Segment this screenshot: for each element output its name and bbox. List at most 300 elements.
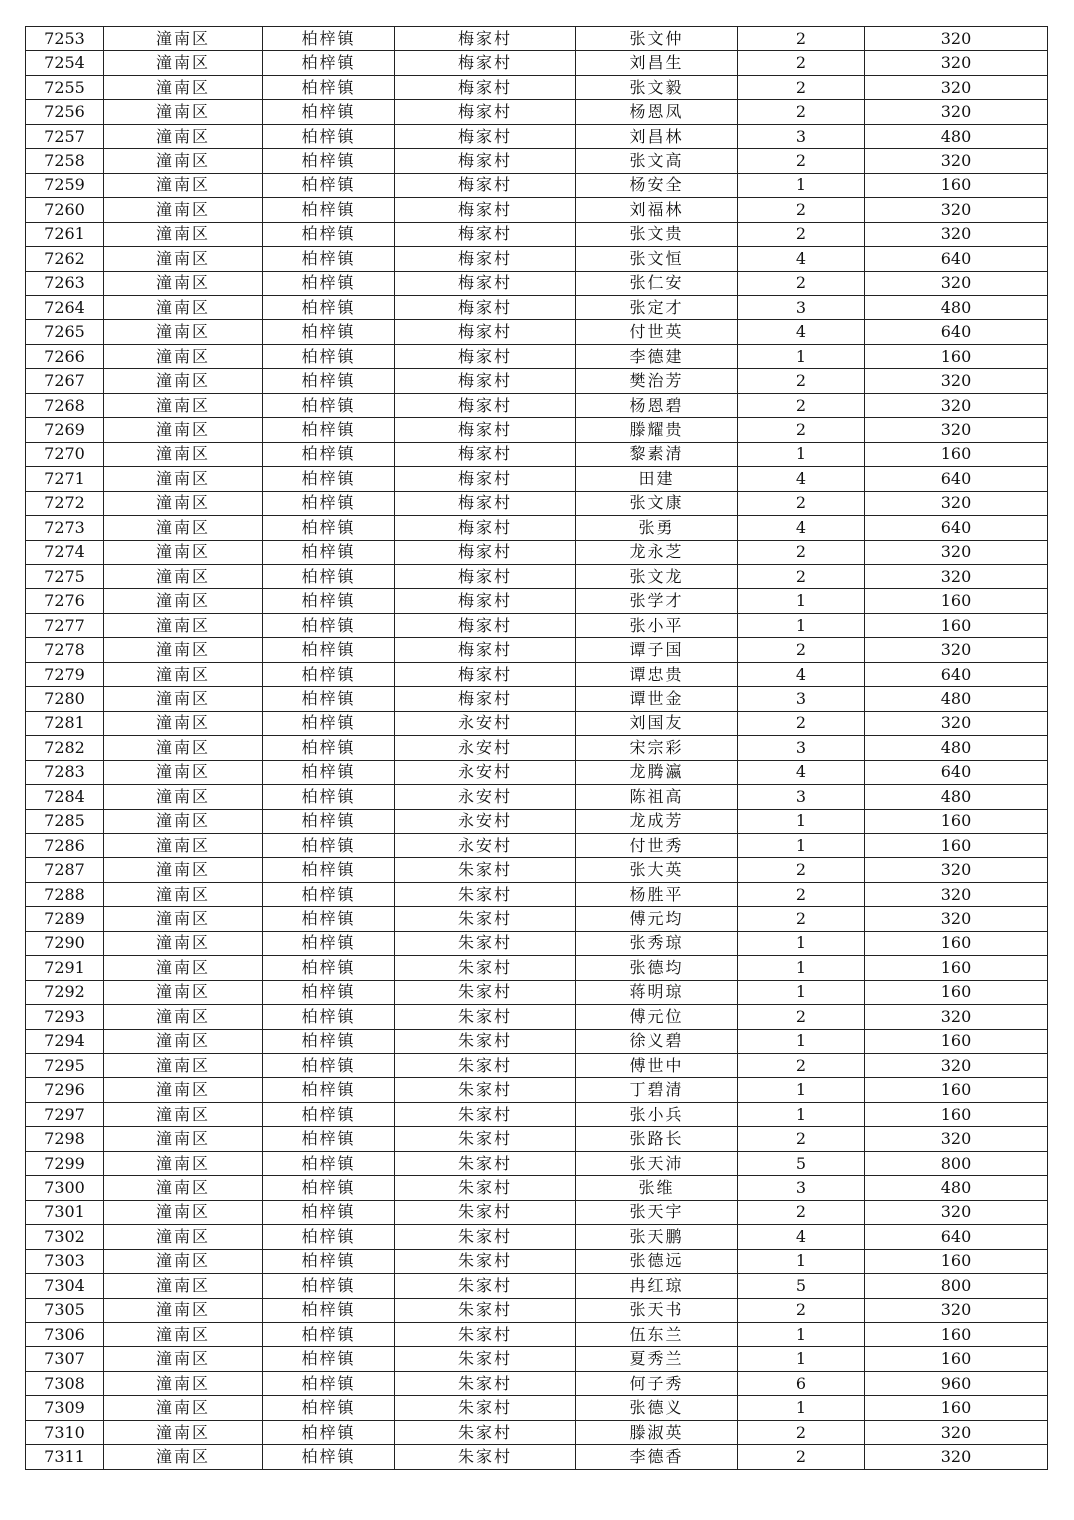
district-cell: 潼南区	[104, 1225, 263, 1249]
name-cell: 张德远	[576, 1249, 738, 1273]
count-cell: 4	[738, 662, 865, 686]
table-row	[26, 51, 1048, 75]
district-cell: 潼南区	[104, 369, 263, 393]
table-row	[26, 980, 1048, 1004]
district-cell: 潼南区	[104, 613, 263, 637]
name-cell: 张维	[576, 1176, 738, 1200]
amount-cell: 320	[865, 198, 1048, 222]
district-cell: 潼南区	[104, 1200, 263, 1224]
amount-cell: 640	[865, 760, 1048, 784]
count-cell: 3	[738, 124, 865, 148]
village-cell: 朱家村	[395, 907, 576, 931]
table-row	[26, 491, 1048, 515]
town-cell: 柏梓镇	[263, 858, 395, 882]
count-cell: 1	[738, 1347, 865, 1371]
serial-number-cell: 7284	[26, 785, 104, 809]
town-cell: 柏梓镇	[263, 1396, 395, 1420]
name-cell: 杨恩凤	[576, 100, 738, 124]
amount-cell: 320	[865, 1005, 1048, 1029]
table-row	[26, 1420, 1048, 1444]
table-row	[26, 198, 1048, 222]
town-cell: 柏梓镇	[263, 295, 395, 319]
name-cell: 张天宇	[576, 1200, 738, 1224]
count-cell: 2	[738, 149, 865, 173]
serial-number-cell: 7276	[26, 589, 104, 613]
name-cell: 付世英	[576, 320, 738, 344]
serial-number-cell: 7277	[26, 613, 104, 637]
village-cell: 朱家村	[395, 858, 576, 882]
table-row	[26, 711, 1048, 735]
table-row	[26, 1029, 1048, 1053]
district-cell: 潼南区	[104, 1054, 263, 1078]
village-cell: 朱家村	[395, 882, 576, 906]
town-cell: 柏梓镇	[263, 931, 395, 955]
name-cell: 刘昌生	[576, 51, 738, 75]
serial-number-cell: 7306	[26, 1323, 104, 1347]
table-body	[26, 27, 1048, 1470]
village-cell: 朱家村	[395, 1420, 576, 1444]
town-cell: 柏梓镇	[263, 51, 395, 75]
town-cell: 柏梓镇	[263, 247, 395, 271]
table-row	[26, 100, 1048, 124]
count-cell: 1	[738, 1249, 865, 1273]
count-cell: 2	[738, 393, 865, 417]
table-row	[26, 638, 1048, 662]
count-cell: 1	[738, 809, 865, 833]
amount-cell: 800	[865, 1151, 1048, 1175]
town-cell: 柏梓镇	[263, 222, 395, 246]
count-cell: 2	[738, 1298, 865, 1322]
serial-number-cell: 7295	[26, 1054, 104, 1078]
amount-cell: 320	[865, 1127, 1048, 1151]
district-cell: 潼南区	[104, 1127, 263, 1151]
name-cell: 付世秀	[576, 833, 738, 857]
count-cell: 2	[738, 1420, 865, 1444]
table-row	[26, 1054, 1048, 1078]
count-cell: 2	[738, 1054, 865, 1078]
serial-number-cell: 7281	[26, 711, 104, 735]
count-cell: 1	[738, 956, 865, 980]
town-cell: 柏梓镇	[263, 1298, 395, 1322]
serial-number-cell: 7294	[26, 1029, 104, 1053]
table-row	[26, 662, 1048, 686]
amount-cell: 960	[865, 1371, 1048, 1395]
district-cell: 潼南区	[104, 638, 263, 662]
table-row	[26, 1274, 1048, 1298]
amount-cell: 320	[865, 882, 1048, 906]
village-cell: 梅家村	[395, 687, 576, 711]
name-cell: 张文恒	[576, 247, 738, 271]
village-cell: 朱家村	[395, 1274, 576, 1298]
serial-number-cell: 7271	[26, 467, 104, 491]
village-cell: 朱家村	[395, 980, 576, 1004]
count-cell: 2	[738, 1127, 865, 1151]
amount-cell: 640	[865, 516, 1048, 540]
table-row	[26, 1200, 1048, 1224]
village-cell: 梅家村	[395, 198, 576, 222]
serial-number-cell: 7282	[26, 736, 104, 760]
serial-number-cell: 7268	[26, 393, 104, 417]
table-row	[26, 1151, 1048, 1175]
town-cell: 柏梓镇	[263, 271, 395, 295]
amount-cell: 320	[865, 1054, 1048, 1078]
serial-number-cell: 7279	[26, 662, 104, 686]
name-cell: 伍东兰	[576, 1323, 738, 1347]
village-cell: 朱家村	[395, 1298, 576, 1322]
town-cell: 柏梓镇	[263, 662, 395, 686]
village-cell: 梅家村	[395, 418, 576, 442]
village-cell: 梅家村	[395, 295, 576, 319]
serial-number-cell: 7257	[26, 124, 104, 148]
amount-cell: 160	[865, 1323, 1048, 1347]
village-cell: 朱家村	[395, 1127, 576, 1151]
town-cell: 柏梓镇	[263, 1249, 395, 1273]
town-cell: 柏梓镇	[263, 956, 395, 980]
table-row	[26, 760, 1048, 784]
district-cell: 潼南区	[104, 1249, 263, 1273]
name-cell: 傅元均	[576, 907, 738, 931]
table-row	[26, 442, 1048, 466]
district-cell: 潼南区	[104, 1420, 263, 1444]
serial-number-cell: 7253	[26, 27, 104, 51]
serial-number-cell: 7264	[26, 295, 104, 319]
count-cell: 2	[738, 418, 865, 442]
district-cell: 潼南区	[104, 320, 263, 344]
town-cell: 柏梓镇	[263, 369, 395, 393]
name-cell: 张秀琼	[576, 931, 738, 955]
name-cell: 何子秀	[576, 1371, 738, 1395]
table-row	[26, 1005, 1048, 1029]
amount-cell: 160	[865, 344, 1048, 368]
table-row	[26, 809, 1048, 833]
serial-number-cell: 7272	[26, 491, 104, 515]
name-cell: 宋宗彩	[576, 736, 738, 760]
town-cell: 柏梓镇	[263, 785, 395, 809]
town-cell: 柏梓镇	[263, 833, 395, 857]
table-row	[26, 1445, 1048, 1469]
serial-number-cell: 7293	[26, 1005, 104, 1029]
serial-number-cell: 7296	[26, 1078, 104, 1102]
village-cell: 朱家村	[395, 1078, 576, 1102]
town-cell: 柏梓镇	[263, 75, 395, 99]
serial-number-cell: 7258	[26, 149, 104, 173]
serial-number-cell: 7280	[26, 687, 104, 711]
amount-cell: 160	[865, 833, 1048, 857]
table-row	[26, 613, 1048, 637]
name-cell: 张天书	[576, 1298, 738, 1322]
count-cell: 2	[738, 564, 865, 588]
name-cell: 李德香	[576, 1445, 738, 1469]
count-cell: 6	[738, 1371, 865, 1395]
count-cell: 3	[738, 295, 865, 319]
amount-cell: 480	[865, 785, 1048, 809]
town-cell: 柏梓镇	[263, 1225, 395, 1249]
count-cell: 2	[738, 907, 865, 931]
serial-number-cell: 7289	[26, 907, 104, 931]
village-cell: 朱家村	[395, 1371, 576, 1395]
town-cell: 柏梓镇	[263, 1151, 395, 1175]
district-cell: 潼南区	[104, 516, 263, 540]
name-cell: 夏秀兰	[576, 1347, 738, 1371]
district-cell: 潼南区	[104, 662, 263, 686]
district-cell: 潼南区	[104, 75, 263, 99]
village-cell: 永安村	[395, 760, 576, 784]
count-cell: 2	[738, 100, 865, 124]
village-cell: 梅家村	[395, 124, 576, 148]
district-cell: 潼南区	[104, 564, 263, 588]
amount-cell: 320	[865, 638, 1048, 662]
village-cell: 朱家村	[395, 956, 576, 980]
village-cell: 永安村	[395, 809, 576, 833]
village-cell: 永安村	[395, 833, 576, 857]
amount-cell: 800	[865, 1274, 1048, 1298]
table-row	[26, 75, 1048, 99]
district-cell: 潼南区	[104, 1396, 263, 1420]
table-row	[26, 369, 1048, 393]
amount-cell: 480	[865, 736, 1048, 760]
count-cell: 2	[738, 271, 865, 295]
name-cell: 陈祖高	[576, 785, 738, 809]
name-cell: 张文龙	[576, 564, 738, 588]
table-row	[26, 785, 1048, 809]
village-cell: 梅家村	[395, 540, 576, 564]
district-cell: 潼南区	[104, 418, 263, 442]
serial-number-cell: 7309	[26, 1396, 104, 1420]
name-cell: 滕淑英	[576, 1420, 738, 1444]
town-cell: 柏梓镇	[263, 1445, 395, 1469]
serial-number-cell: 7291	[26, 956, 104, 980]
table-row	[26, 1176, 1048, 1200]
district-cell: 潼南区	[104, 198, 263, 222]
table-row	[26, 931, 1048, 955]
serial-number-cell: 7273	[26, 516, 104, 540]
district-cell: 潼南区	[104, 833, 263, 857]
district-cell: 潼南区	[104, 124, 263, 148]
district-cell: 潼南区	[104, 247, 263, 271]
village-cell: 永安村	[395, 711, 576, 735]
village-cell: 朱家村	[395, 1200, 576, 1224]
name-cell: 张天鹏	[576, 1225, 738, 1249]
village-cell: 梅家村	[395, 662, 576, 686]
amount-cell: 320	[865, 75, 1048, 99]
village-cell: 朱家村	[395, 1225, 576, 1249]
name-cell: 张勇	[576, 516, 738, 540]
name-cell: 张仁安	[576, 271, 738, 295]
count-cell: 2	[738, 491, 865, 515]
table-row	[26, 516, 1048, 540]
name-cell: 杨安全	[576, 173, 738, 197]
village-cell: 梅家村	[395, 516, 576, 540]
count-cell: 2	[738, 711, 865, 735]
name-cell: 徐义碧	[576, 1029, 738, 1053]
name-cell: 傅世中	[576, 1054, 738, 1078]
name-cell: 张文高	[576, 149, 738, 173]
table-row	[26, 858, 1048, 882]
village-cell: 梅家村	[395, 613, 576, 637]
count-cell: 1	[738, 931, 865, 955]
count-cell: 2	[738, 222, 865, 246]
amount-cell: 320	[865, 1298, 1048, 1322]
district-cell: 潼南区	[104, 1029, 263, 1053]
district-cell: 潼南区	[104, 980, 263, 1004]
name-cell: 龙永芝	[576, 540, 738, 564]
district-cell: 潼南区	[104, 393, 263, 417]
town-cell: 柏梓镇	[263, 564, 395, 588]
village-cell: 梅家村	[395, 344, 576, 368]
district-cell: 潼南区	[104, 711, 263, 735]
serial-number-cell: 7307	[26, 1347, 104, 1371]
district-cell: 潼南区	[104, 271, 263, 295]
serial-number-cell: 7270	[26, 442, 104, 466]
amount-cell: 160	[865, 1102, 1048, 1126]
serial-number-cell: 7304	[26, 1274, 104, 1298]
count-cell: 1	[738, 1323, 865, 1347]
amount-cell: 320	[865, 1200, 1048, 1224]
name-cell: 谭忠贵	[576, 662, 738, 686]
village-cell: 梅家村	[395, 491, 576, 515]
village-cell: 梅家村	[395, 589, 576, 613]
village-cell: 梅家村	[395, 564, 576, 588]
name-cell: 杨恩碧	[576, 393, 738, 417]
village-cell: 梅家村	[395, 271, 576, 295]
serial-number-cell: 7310	[26, 1420, 104, 1444]
village-cell: 梅家村	[395, 173, 576, 197]
district-cell: 潼南区	[104, 931, 263, 955]
village-cell: 永安村	[395, 736, 576, 760]
serial-number-cell: 7255	[26, 75, 104, 99]
town-cell: 柏梓镇	[263, 638, 395, 662]
table-row	[26, 833, 1048, 857]
count-cell: 4	[738, 1225, 865, 1249]
name-cell: 谭世金	[576, 687, 738, 711]
district-cell: 潼南区	[104, 1078, 263, 1102]
town-cell: 柏梓镇	[263, 100, 395, 124]
table-row	[26, 1298, 1048, 1322]
amount-cell: 320	[865, 222, 1048, 246]
name-cell: 张小平	[576, 613, 738, 637]
village-cell: 梅家村	[395, 442, 576, 466]
table-row	[26, 736, 1048, 760]
amount-cell: 320	[865, 418, 1048, 442]
name-cell: 张天沛	[576, 1151, 738, 1175]
name-cell: 蒋明琼	[576, 980, 738, 1004]
town-cell: 柏梓镇	[263, 1005, 395, 1029]
count-cell: 1	[738, 173, 865, 197]
table-row	[26, 320, 1048, 344]
name-cell: 刘福林	[576, 198, 738, 222]
amount-cell: 320	[865, 711, 1048, 735]
table-row	[26, 1078, 1048, 1102]
amount-cell: 640	[865, 247, 1048, 271]
table-row	[26, 222, 1048, 246]
count-cell: 2	[738, 882, 865, 906]
amount-cell: 640	[865, 1225, 1048, 1249]
count-cell: 3	[738, 1176, 865, 1200]
table-row	[26, 344, 1048, 368]
district-cell: 潼南区	[104, 27, 263, 51]
town-cell: 柏梓镇	[263, 1127, 395, 1151]
district-cell: 潼南区	[104, 51, 263, 75]
name-cell: 张小兵	[576, 1102, 738, 1126]
serial-number-cell: 7278	[26, 638, 104, 662]
district-cell: 潼南区	[104, 882, 263, 906]
count-cell: 2	[738, 75, 865, 99]
count-cell: 3	[738, 785, 865, 809]
village-cell: 梅家村	[395, 27, 576, 51]
amount-cell: 320	[865, 907, 1048, 931]
count-cell: 1	[738, 1029, 865, 1053]
count-cell: 4	[738, 760, 865, 784]
district-cell: 潼南区	[104, 687, 263, 711]
town-cell: 柏梓镇	[263, 1176, 395, 1200]
table-row	[26, 1323, 1048, 1347]
name-cell: 张文贵	[576, 222, 738, 246]
count-cell: 2	[738, 858, 865, 882]
count-cell: 2	[738, 27, 865, 51]
district-cell: 潼南区	[104, 295, 263, 319]
table-row	[26, 1225, 1048, 1249]
table-row	[26, 27, 1048, 51]
amount-cell: 320	[865, 564, 1048, 588]
serial-number-cell: 7299	[26, 1151, 104, 1175]
name-cell: 张定才	[576, 295, 738, 319]
count-cell: 4	[738, 247, 865, 271]
town-cell: 柏梓镇	[263, 1371, 395, 1395]
amount-cell: 160	[865, 1029, 1048, 1053]
district-cell: 潼南区	[104, 907, 263, 931]
amount-cell: 320	[865, 369, 1048, 393]
district-cell: 潼南区	[104, 736, 263, 760]
count-cell: 2	[738, 638, 865, 662]
count-cell: 1	[738, 1078, 865, 1102]
town-cell: 柏梓镇	[263, 1323, 395, 1347]
town-cell: 柏梓镇	[263, 320, 395, 344]
serial-number-cell: 7288	[26, 882, 104, 906]
amount-cell: 320	[865, 149, 1048, 173]
serial-number-cell: 7274	[26, 540, 104, 564]
town-cell: 柏梓镇	[263, 882, 395, 906]
table-row	[26, 564, 1048, 588]
town-cell: 柏梓镇	[263, 1200, 395, 1224]
serial-number-cell: 7286	[26, 833, 104, 857]
village-cell: 梅家村	[395, 638, 576, 662]
town-cell: 柏梓镇	[263, 491, 395, 515]
town-cell: 柏梓镇	[263, 1029, 395, 1053]
village-cell: 朱家村	[395, 1323, 576, 1347]
serial-number-cell: 7287	[26, 858, 104, 882]
count-cell: 2	[738, 51, 865, 75]
district-cell: 潼南区	[104, 173, 263, 197]
name-cell: 张德义	[576, 1396, 738, 1420]
amount-cell: 320	[865, 393, 1048, 417]
table-row	[26, 393, 1048, 417]
name-cell: 谭子国	[576, 638, 738, 662]
count-cell: 2	[738, 198, 865, 222]
name-cell: 张德均	[576, 956, 738, 980]
amount-cell: 160	[865, 809, 1048, 833]
amount-cell: 160	[865, 980, 1048, 1004]
town-cell: 柏梓镇	[263, 344, 395, 368]
serial-number-cell: 7292	[26, 980, 104, 1004]
village-cell: 朱家村	[395, 1102, 576, 1126]
count-cell: 5	[738, 1151, 865, 1175]
district-cell: 潼南区	[104, 540, 263, 564]
serial-number-cell: 7283	[26, 760, 104, 784]
district-cell: 潼南区	[104, 1102, 263, 1126]
amount-cell: 160	[865, 442, 1048, 466]
town-cell: 柏梓镇	[263, 711, 395, 735]
count-cell: 4	[738, 320, 865, 344]
